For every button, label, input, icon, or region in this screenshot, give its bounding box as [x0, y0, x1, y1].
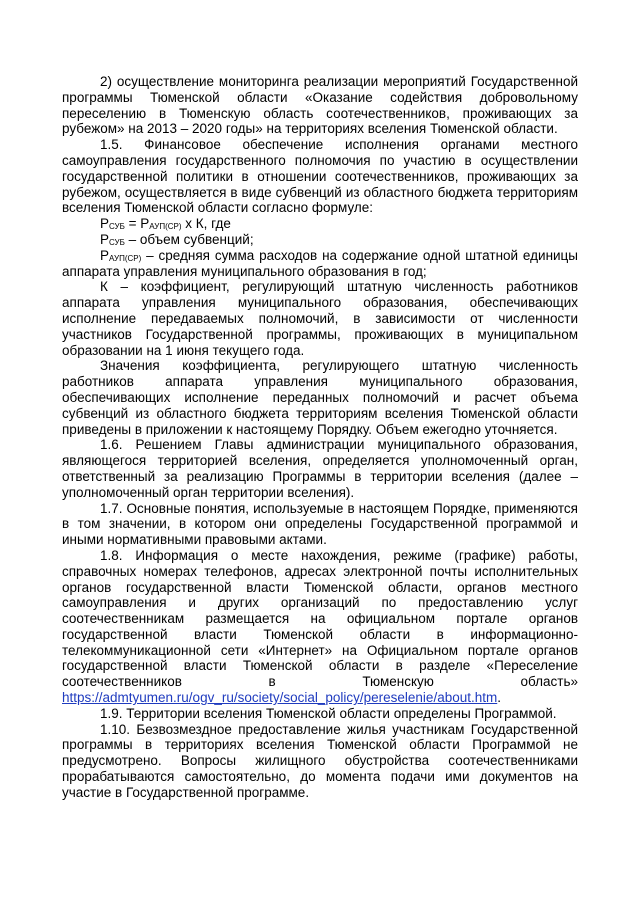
paragraph-1-7: 1.7. Основные понятия, используемые в настоящем Порядке, применяются в том значении, в котором они определены Государственной программой и иными нормативными правовыми актами. [62, 500, 578, 548]
paragraph-1-9: 1.9. Территории вселения Тюменской области определены Программой. [100, 705, 557, 721]
formula-rhs-sub: АУП(СР) [149, 222, 182, 232]
definition-symbol: P [100, 247, 110, 263]
definition-paup [62, 248, 578, 280]
document-page [62, 74, 578, 801]
paragraph-1-10: 1.10. Безвозмездное предоставление жилья участникам Государственной программы в территориях вселения Тюменской области Программой не предусмотрено. Вопросы жилищного обустройства соотечественниками прорабатываются самостоятельно, до момента подачи ими документов на участие в Государственной программе. [62, 721, 578, 800]
paragraph-coefficient-values: Значения коэффициента, регулирующего штатную численность работников аппарата управления муниципального образования, обеспечивающих исполнение переданных полномочий и расчет объема субвенций из областного бюджета территориям вселения Тюменской области приведены в приложении к настоящему Порядку. Объем ежегодно уточняется. [62, 358, 578, 437]
portal-link[interactable]: https://admtyumen.ru/ogv_ru/society/social_policy/pereselenie/about.htm [62, 690, 498, 706]
definition-k: К – коэффициент, регулирующий штатную численность работников аппарата управления муниципального образования, обеспечивающих исполнение передаваемых полномочий, в зависимости от численности участников Государственной программы, проживающих в муниципальном образовании на 1 июня текущего года. [62, 279, 578, 358]
formula-line [62, 216, 578, 232]
definition-symbol-sub: СУБ [109, 237, 125, 247]
definition-symbol-sub: АУП(СР) [109, 253, 142, 263]
formula-rest: х К, где [181, 216, 231, 232]
paragraph-1-8-link-line [62, 690, 578, 706]
paragraph-1-8: 1.8. Информация о месте нахождения, режиме (графике) работы, справочных номерах телефонов, адресах электронной почты исполнительных органов государственной власти Тюменской области, органов местного самоуправления и других организаций по предоставлению услуг соотечественникам размещается на официальном портале органов государственной власти Тюменской области в информационно-телекоммуникационной сети «Интернет» на Официальном портале органов государственной власти Тюменской области в разделе «Переселение соотечественников в Тюменскую область» [62, 547, 578, 690]
definition-psub [62, 232, 578, 248]
definition-text: – объем субвенций; [124, 231, 254, 247]
paragraph-1-6: 1.6. Решением Главы администрации муниципального образования, являющегося территорией вселения, определяется уполномоченный орган, ответственный за реализацию Программы в территории вселения (далее – уполномоченный орган территории вселения). [62, 437, 578, 500]
formula-lhs-sub: СУБ [109, 222, 125, 232]
link-trailing-period: . [497, 690, 501, 706]
definition-symbol: P [100, 231, 110, 247]
formula-eq: = P [124, 216, 150, 232]
paragraph-monitoring: 2) осуществление мониторинга реализации мероприятий Государственной программы Тюменской области «Оказание содействия добровольному переселению в Тюменскую область соотечественников, проживающих за рубежом» на 2013 – 2020 годы» на территориях вселения Тюменской области. [62, 74, 578, 137]
definition-text: – средняя сумма расходов на содержание одной штатной единицы аппарата управления муниципального образования в год; [62, 247, 578, 279]
paragraph-1-5: 1.5. Финансовое обеспечение исполнения органами местного самоуправления государственного полномочия по участию в осуществлении государственной политики в отношении соотечественников, проживающих за рубежом, осуществляется в виде субвенций из областного бюджета территориям вселения Тюменской области согласно формуле: [62, 137, 578, 216]
formula-lhs: P [100, 216, 110, 232]
